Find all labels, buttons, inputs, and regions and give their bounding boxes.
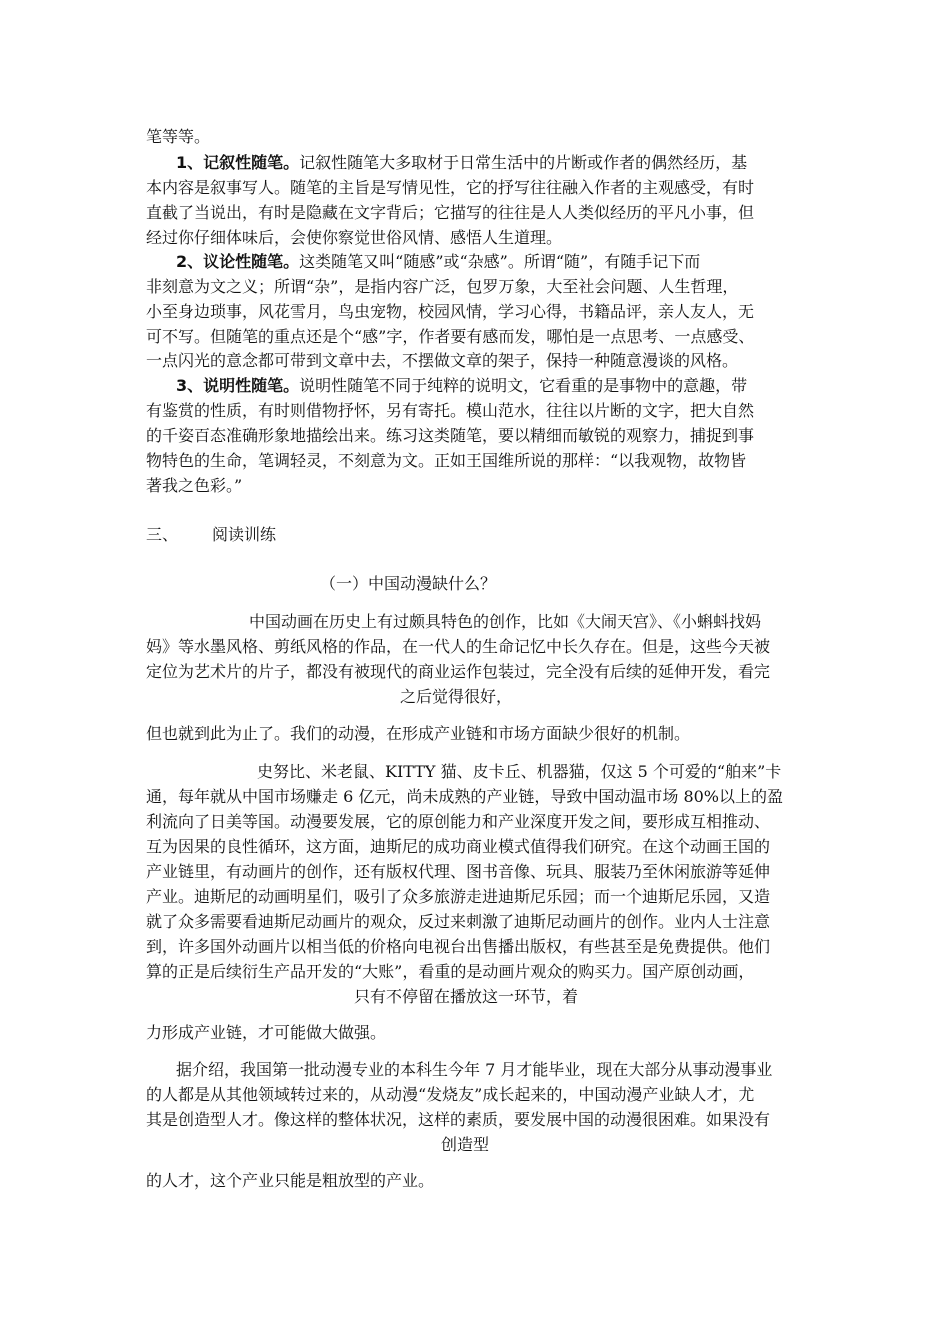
section-2-line: 一点闪光的意念都可带到文章中去，不摆做文章的架子，保持一种随意漫谈的风格。 [146,351,739,370]
section-3-first-line [176,374,747,398]
article-line: 的人才，这个产业只能是粗放型的产业。 [146,1171,435,1190]
section-3-line: 物特色的生命，笔调轻灵，不刻意为文。正如王国维所说的那样：“以我观物，故物皆 [146,451,747,470]
section-1-text: 记叙性随笔大多取材于日常生活中的片断或作者的偶然经历，基 [299,153,748,172]
article-line: 算的正是后续衍生产品开发的“大账”，看重的是动画片观众的购买力。国产原创动画， [146,962,755,981]
article-line: 产业链里，有动画片的创作，还有版权代理、图书音像、玩具、服装乃至休闲旅游等延伸 [146,862,771,881]
section-1-heading: 1、记叙性随笔。 [176,153,300,172]
part-number: 三、 [146,525,179,544]
section-2-line: 非刻意为文之义；所谓“杂”，是指内容广泛，包罗万象，大至社会问题、人生哲理， [146,277,739,296]
article-line: 产业。迪斯尼的动画明星们，吸引了众多旅游走进迪斯尼乐园；而一个迪斯尼乐园，又造 [146,887,771,906]
article-line: 据介绍，我国第一批动漫专业的本科生今年 7 月才能毕业，现在大部分从事动漫事业 [176,1060,773,1079]
section-3-heading: 3、说明性随笔。 [176,376,300,395]
article-title: （一）中国动漫缺什么？ [320,574,497,593]
section-1-first-line [176,151,747,175]
article-line: 之后觉得很好， [400,687,513,706]
article-line: 互为因果的良性循环，这方面，迪斯尼的成功商业模式值得我们研究。在这个动画王国的 [146,837,771,856]
section-3-line: 的千姿百态准确形象地描绘出来。练习这类随笔，要以精细而敏锐的观察力，捕捉到事 [146,426,755,445]
section-1-line: 直截了当说出，有时是隐藏在文字背后；它描写的往往是人人类似经历的平凡小事，但 [146,203,755,222]
section-1-line: 经过你仔细体味后，会使你察觉世俗风情、感悟人生道理。 [146,228,563,247]
intro-tail: 笔等等。 [146,127,211,146]
article-line: 的人都是从其他领域转过来的，从动漫“发烧友”成长起来的，中国动漫产业缺人才，尤 [146,1085,755,1104]
article-line: 但也就到此为止了。我们的动漫，在形成产业链和市场方面缺少很好的机制。 [146,724,691,743]
article-line: 只有不停留在播放这一环节，着 [354,987,579,1006]
section-2-line: 小至身边琐事，风花雪月，鸟虫宠物，校园风情，学习心得，书籍品评，亲人友人，无 [146,302,755,321]
section-3-line: 著我之色彩。” [146,476,243,495]
article-line: 利流向了日美等国。动漫要发展，它的原创能力和产业深度开发之间，要形成互相推动、 [146,812,771,831]
article-line: 力形成产业链，才可能做大做强。 [146,1023,387,1042]
article-line: 史努比、米老鼠、KITTY 猫、皮卡丘、机器猫，仅这 5 个可爱的“舶来”卡 [257,762,782,781]
section-2-first-line [176,250,700,274]
article-line: 通，每年就从中国市场赚走 6 亿元，尚未成熟的产业链，导致中国动温市场 80%以上的盈 [146,787,784,806]
article-line: 妈》等水墨风格、剪纸风格的作品，在一代人的生命记忆中长久存在。但是，这些今天被 [146,637,771,656]
section-1-line: 本内容是叙事写人。随笔的主旨是写情见性，它的抒写往往融入作者的主观感受，有时 [146,178,755,197]
section-3-line: 有鉴赏的性质，有时则借物抒怀，另有寄托。模山范水，往往以片断的文字，把大自然 [146,401,755,420]
article-line: 其是创造型人才。像这样的整体状况，这样的素质，要发展中国的动漫很困难。如果没有 [146,1110,771,1129]
section-3-text: 说明性随笔不同于纯粹的说明文，它看重的是事物中的意趣，带 [299,376,748,395]
article-line: 创造型 [441,1135,490,1154]
section-2-line: 可不写。但随笔的重点还是个“感”字，作者要有感而发，哪怕是一点思考、一点感受、 [146,327,755,346]
article-line: 中国动画在历史上有过颇具特色的创作，比如《大闹天宫》、《小蝌蚪找妈 [249,612,762,631]
article-line: 到，许多国外动画片以相当低的价格向电视台出售播出版权，有些甚至是免费提供。他们 [146,937,771,956]
article-line: 就了众多需要看迪斯尼动画片的观众，反过来刺激了迪斯尼动画片的创作。业内人士注意 [146,912,771,931]
article-line: 定位为艺术片的片子，都没有被现代的商业运作包装过，完全没有后续的延伸开发，看完 [146,662,771,681]
part-title: 阅读训练 [212,525,277,544]
section-2-text: 这类随笔又叫“随感”或“杂感”。所谓“随”，有随手记下而 [299,252,701,271]
section-2-heading: 2、议论性随笔。 [176,252,300,271]
